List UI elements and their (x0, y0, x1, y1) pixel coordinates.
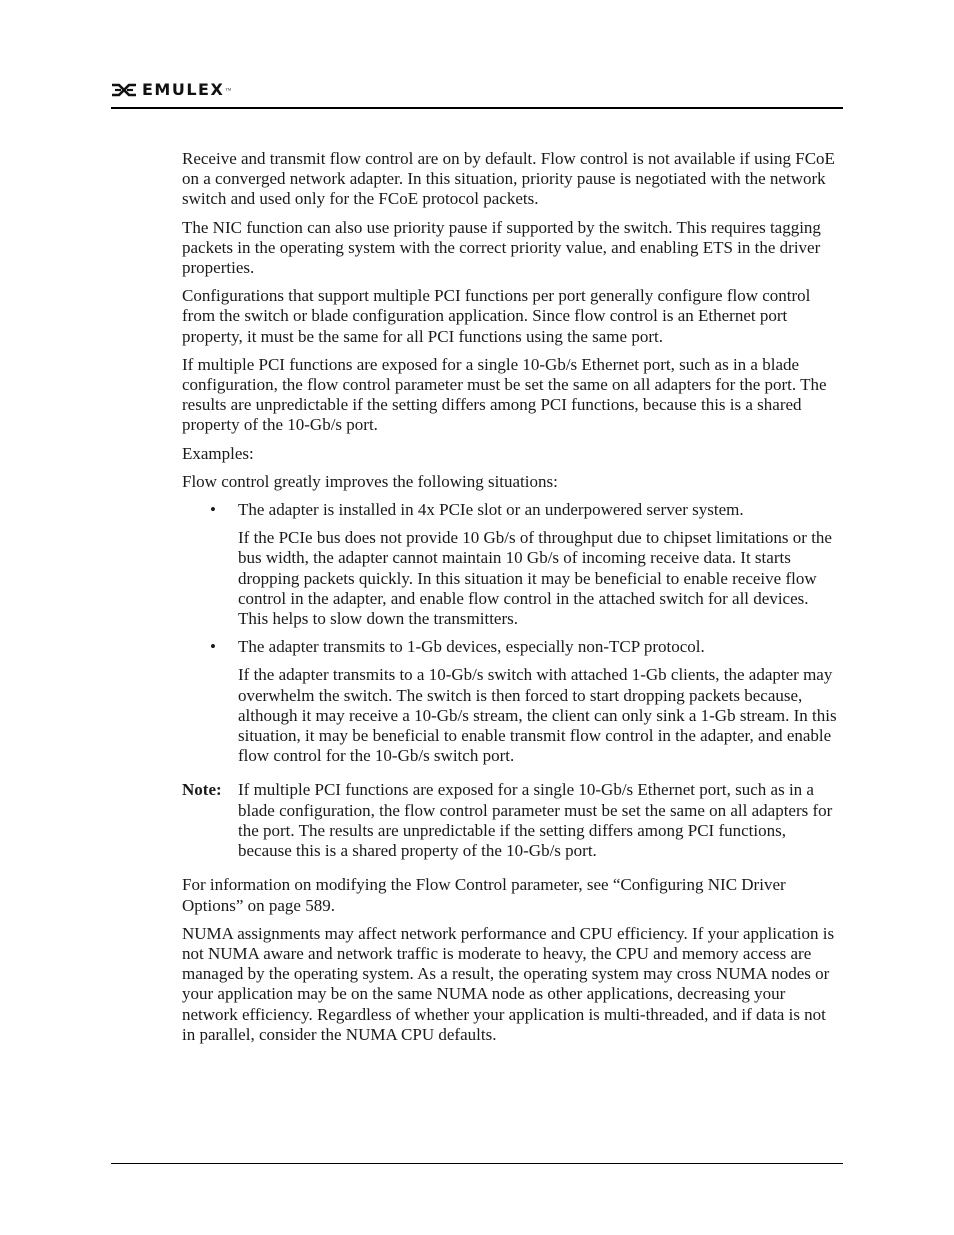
header-rule (111, 107, 843, 109)
bullet-detail: If the PCIe bus does not provide 10 Gb/s of throughput due to chipset limitations or the bus width, the adapter cannot maintain 10 Gb/s of incoming receive data. It starts dropping packets quickly. In this situation it may be beneficial to enable receive flow control in the adapter, and enable flow control in the attached switch for all devices. This helps to slow down the transmitters. (238, 528, 832, 629)
numa-paragraph: NUMA assignments may affect network performance and CPU efficiency. If your application is not NUMA aware and network traffic is moderate to heavy, the CPU and memory access are managed by the operating system. As a result, the operating system may cross NUMA nodes or your application may be on the same NUMA node as other applications, decreasing your network efficiency. Regardless of whether your application is multi-threaded, and if data is not in parallel, consider the NUMA CPU defaults. (182, 923, 835, 1044)
emulex-mark-icon (111, 83, 137, 97)
note-block (182, 780, 842, 861)
flow-control-default-paragraph: Receive and transmit flow control are on by default. Flow control is not available if using FCoE on a converged network adapter. In this situation, priority pause is negotiated with the network switch and used only for the FCoE protocol packets. (182, 149, 835, 209)
trademark-symbol: ™ (225, 88, 232, 94)
bullet-dot: • (210, 637, 216, 657)
shared-port-paragraph: If multiple PCI functions are exposed for a single 10-Gb/s Ethernet port, such as in a blade configuration, the flow control parameter must be set the same on all adapters for the port. The results are unpredictable if the setting differs among PCI functions, because this is a shared property of the 10-Gb/s port. (182, 354, 827, 435)
note-label: Note: (182, 780, 222, 800)
examples-label: Examples: (182, 443, 254, 463)
situations-intro: Flow control greatly improves the following situations: (182, 471, 558, 491)
bullet-item (182, 637, 842, 657)
pci-functions-paragraph: Configurations that support multiple PCI functions per port generally configure flow control from the switch or blade configuration application. Since flow control is an Ethernet port property, it must be the same for all PCI functions using the same port. (182, 286, 811, 346)
brand-name: EMULEX (142, 80, 225, 99)
bullet-detail: If the adapter transmits to a 10-Gb/s switch with attached 1-Gb clients, the adapter may overwhelm the switch. The switch is then forced to start dropping packets because, although it may receive a 10-Gb/s stream, the client can only sink a 1-Gb stream. In this situation, it may be beneficial to enable transmit flow control in the adapter, and enable flow control for the 10-Gb/s switch port. (238, 665, 837, 766)
bullet-dot: • (210, 500, 216, 520)
page-header (111, 80, 843, 100)
cross-reference-paragraph: For information on modifying the Flow Control parameter, see “Configuring NIC Driver Options” on page 589. (182, 875, 786, 915)
footer-rule (111, 1163, 843, 1164)
bullet-item (182, 500, 842, 520)
bullet-text: The adapter transmits to 1-Gb devices, especially non-TCP protocol. (238, 637, 705, 657)
bullet-text: The adapter is installed in 4x PCIe slot or an underpowered server system. (238, 500, 744, 520)
priority-pause-paragraph: The NIC function can also use priority pause if supported by the switch. This requires tagging packets in the operating system with the correct priority value, and enabling ETS in the driver properties. (182, 217, 821, 278)
page-body (182, 149, 842, 1053)
note-text: If multiple PCI functions are exposed for a single 10-Gb/s Ethernet port, such as in a blade configuration, the flow control parameter must be set the same on all adapters for the port. The results are unpredictable if the setting differs among PCI functions, because this is a shared property of the 10-Gb/s port. (238, 780, 833, 861)
emulex-logo (111, 80, 843, 100)
